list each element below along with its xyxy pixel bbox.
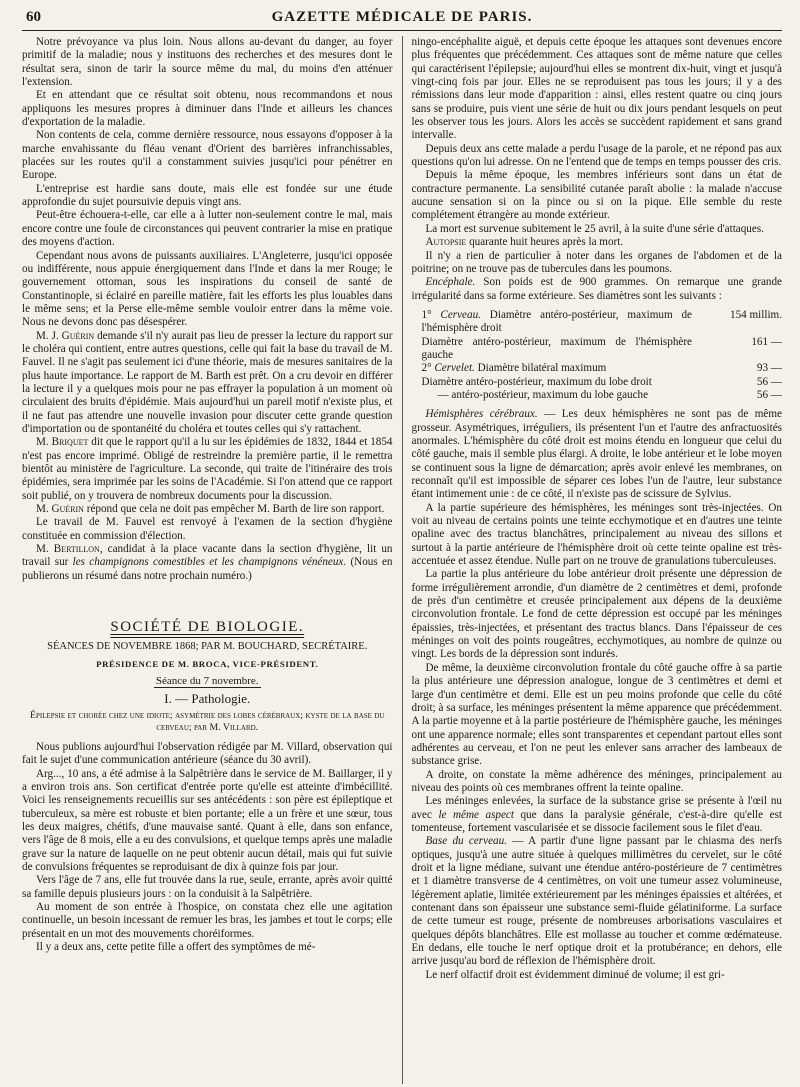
society-title: SOCIÉTÉ DE BIOLOGIE.: [110, 619, 305, 636]
paragraph: Au moment de son entrée à l'hospice, on constata chez elle une agitation continuelle, un besoin incessant de remuer les bras, les jambes et tout le corps; elle présentait en un mot des mouvements choréiformes.: [22, 900, 393, 940]
section-label: Encéphale.: [425, 276, 476, 289]
paragraph: Non contents de cela, comme dernière ressource, nous essayons d'opposer à la marche envahissante du fléau venant d'Orient des barrières infranchissables, placées sur les routes qu'il a constamment suivies jusqu'ici pour pénétrer en Europe.: [22, 129, 393, 182]
paragraph-text: , candidat à la place vacante dans la section d'hygiène, lit un travail sur: [22, 543, 393, 569]
paragraph: [22, 330, 393, 437]
paragraph: L'entreprise est hardie sans doute, mais elle est fondée sur une étude approfondie du sujet poursuivie depuis vingt ans.: [22, 182, 393, 209]
paragraph: Depuis la même époque, les membres inférieurs sont dans un état de contracture permanente. La sensibilité cutanée paraît abolie : la malade n'accuse aucune sensation si on la pince ou si on la pique. Elle semble du reste complétement étrangère au monde extérieur.: [411, 169, 782, 222]
paragraph-text: — A partir d'une ligne passant par le chiasma des nerfs optiques, jusqu'à une autre située à quelques millimètres du cervelet, sur le côté droit et la ligne médiane, suivant une étendue antéro-postérieure de 7 centimètres et 1 diamètre transverse de 4 centimètres, on voit une tumeur assez volumineuse, légèrement aplatie, limitée extérieurement par les méninges épaissies et altérées, et contenant dans son épaisseur une substance semi-fluide gélatiniforme. La surface de cette tumeur est rouge, présente de nombreuses arborisations vasculaires et quelques dépôts blanchâtres. Elle est mollasse au toucher et comme œdémateuse. En dedans, elle touche le nerf optique droit et la protubérance; en dehors, elle arrive jusqu'au bord de réflexion de l'hémisphère droit.: [411, 835, 782, 968]
paragraph: A droite, on constate la même adhérence des méninges, principalement au niveau des points où ces membranes offrent la teinte opaline.: [411, 768, 782, 794]
measurement-label: 2° Cervelet. Diamètre bilatéral maximum: [421, 362, 607, 375]
measurement-value: 56 —: [756, 388, 782, 401]
right-column: [402, 36, 783, 1084]
paragraph: Cependant nous avons de puissants auxiliaires. L'Angleterre, jusqu'ici opposée ou indifférente, nous appuie énergiquement dans l'Inde et dans la mer Rouge; le gouvernement ottoman, sous les inspirations du conseil de santé de Constantinople, si éclairé en pareille matière, fait les efforts les plus louables dans le même sens; et la Perse elle-même semble vouloir entrer dans la même voie. Nous ne devons donc pas désespérer.: [22, 249, 393, 329]
section-label: Hémisphères cérébraux.: [425, 408, 538, 421]
seance-date: [22, 675, 393, 688]
speaker-name: M. Briquet: [36, 436, 89, 449]
paragraph: [22, 436, 393, 503]
paragraph-text: . (Nous en publierons un résumé dans notre prochain numéro.): [22, 556, 393, 582]
paragraph: [412, 408, 783, 501]
paragraph-text: — Les deux hémisphères ne sont pas de même grosseur. Asymétriques, irréguliers, ils présentent l'un et l'autre des anfractuosités anormales. L'hémisphère du côté droit est moins étendu en longueur que celui du côté gauche, mais il semble plus élargi. A droite, le lobe antérieur et le lobe moyen se continuent sous la ligne de démarcation; après avoir enlevé les membranes, on reconnaît qu'il est impossible de séparer ces lobes l'un de l'autre, leur substance étant intimement unie : de ce côté, il n'existe pas de scissure de Sylvius.: [411, 408, 782, 501]
paragraph: [412, 835, 783, 968]
paragraph: Il y a deux ans, cette petite fille a offert des symptômes de mé-: [36, 940, 316, 953]
paragraph: Notre prévoyance va plus loin. Nous allons au-devant du danger, au foyer primitif de la maladie; nous y instituons des recherches et des mesures dont le résultat sera, sinon de tarir la source même du mal, du moins d'en atténuer l'extension.: [22, 36, 393, 89]
journal-title: GAZETTE MÉDICALE DE PARIS.: [271, 9, 533, 25]
paragraph-text: dit que le rapport qu'il a lu sur les épidémies de 1832, 1844 et 1854 n'est pas encore imprimé. Obligé de restreindre la première partie, il le remettra bientôt au ministère de l'agriculture. La seconde, qui traite de l'itinéraire des trois épidémies, sera imprimée par les soins de l'Académie. Si l'on attend que ce rapport soit publié, on y trouvera de nombreux documents pour la discussion.: [22, 436, 393, 502]
paragraph: La mort est survenue subitement le 25 avril, à la suite d'une série d'attaques.: [425, 222, 764, 235]
paragraph: Peut-être échouera-t-elle, car elle a à lutter non-seulement contre le mal, mais encore contre une foule de circonstances qui peuvent contrarier la mise en pratique des moyens d'action.: [22, 209, 393, 249]
measurement-row: [412, 389, 783, 402]
measurement-row: [412, 376, 783, 389]
paragraph-emphasis: le même aspect: [438, 808, 514, 821]
paragraph-text: Les méninges enlevées, la surface de la substance grise se présente à l'œil nu avec: [411, 795, 782, 821]
measurement-label: — antéro-postérieur, maximum du lobe gauche: [437, 388, 649, 401]
paragraph: ningo-encéphalite aiguë, et depuis cette époque les attaques sont devenues encore plus fréquentes que précédemment. Ces attaques sont de même nature que celles qui caractérisent l'épilepsie; aujourd'hui elles se montrent dix-huit, vingt et jusqu'à vingt-cinq fois par jour. Elles ne se reproduisent pas tous les jours; il y a des rémissions dans leur mode d'apparition : ainsi, elles restent quatre ou cinq jours sans se produire, puis vient une série de huit ou dix jours pendant lesquels on peut les observer tous les jours. Alors les accès se succèdent rapidement et sans grand intervalle.: [411, 36, 782, 142]
paragraph: La partie la plus antérieure du lobe antérieur droit présente une dépression de forme irrégulièrement arrondie, d'un diamètre de 2 centimètres et demi, profonde de près d'un centimètre et creusée principalement aux dépens de la deuxième circonvolution frontale. Le fond de cette dépression est occupé par les méninges épaissies, très-injectées, et présentant des tractus blancs. Dans l'épaisseur de ces méninges on voit des points rougeâtres, ecchymotiques, au nombre de quinze ou vingt. Les bords de la dépression sont indurés.: [411, 568, 782, 661]
patient-name: Arg...: [36, 767, 62, 780]
presidence-line: PRÉSIDENCE DE M. BROCA, VICE-PRÉSIDENT.: [96, 658, 319, 669]
paragraph-text: demande s'il n'y aurait pas lieu de presser la lecture du rapport sur le choléra qui contient, entre autres questions, celle qui fait la base du travail de M. Fauvel. Il ne s'agit pas seulement ici d'une théorie, mais de mesures sanitaires de la plus haute importance. Le rapport de M. Barth est prêt. On a cru devoir en différer la lecture il y a quelques mois pour ne pas effrayer la population à un moment où circulaient des bruits d'épidémie. Mais aujourd'hui un pareil motif n'existe plus, et il ne faut pas attendre une nouvelle invasion pour discuter cette grande question d'importation ou de spontanéité du choléra et toutes celles qui s'y rattachent.: [22, 329, 393, 435]
measurement-value: 56 —: [756, 375, 782, 388]
paragraph: De même, la deuxième circonvolution frontale du côté gauche offre à sa partie la plus antérieure une dépression analogue, longue de 3 centimètres et demi et large d'un centimètre et demi. Elle est un peu moins profonde que celle du côté droit; à sa surface, les méninges présentent la même apparence que précédemment. A la partie moyenne et à la partie postérieure de l'hémisphère gauche, les méninges ont une apparence normale; elles sont transparentes et cependant partout elles sont adhérentes au cerveau, et l'on ne peut les enlever sans arracher des lambeaux de substance grise.: [411, 661, 782, 768]
paragraph: Nous publions aujourd'hui l'observation rédigée par M. Villard, observation qui fait le sujet d'une communication antérieure (séance du 30 avril).: [22, 740, 393, 767]
measurement-row: [412, 362, 783, 375]
left-column: [22, 36, 402, 1084]
paragraph: [22, 503, 393, 516]
measurement-row: [412, 336, 783, 363]
paragraph: Et en attendant que ce résultat soit obtenu, nous recommandons et nous appliquons les mesures propres à diminuer dans l'Inde et ailleurs les chances d'exportation de la maladie.: [22, 89, 393, 129]
page-header: [22, 4, 782, 31]
measurement-label: Diamètre antéro-postérieur, maximum de l'hémisphère gauche: [421, 335, 692, 361]
paragraph: [412, 236, 783, 249]
paragraph: Le travail de M. Fauvel est renvoyé à l'examen de la section d'hygiène constituée en commission d'élection.: [22, 516, 393, 542]
paragraph: [412, 795, 783, 835]
part-title: I. — Pathologie.: [164, 691, 251, 707]
measurement-value: 93 —: [756, 362, 782, 375]
page-number: 60: [26, 9, 41, 25]
seance-date-text: Séance du 7 novembre.: [155, 675, 259, 688]
paragraph-text: quarante huit heures après la mort.: [466, 236, 624, 249]
paragraph-text: Son poids est de 900 grammes. On remarque une grande irrégularité dans sa forme extérieure. Ses diamètres sont les suivants :: [411, 276, 782, 302]
paragraph: Depuis deux ans cette malade a perdu l'usage de la parole, et ne répond pas aux questions qu'on lui adresse. On ne l'entend que de temps en temps pousser des cris.: [411, 142, 782, 169]
measurement-label: Diamètre antéro-postérieur, maximum du lobe droit: [421, 375, 652, 388]
paragraph-text: répond que cela ne doit pas empêcher M. Barth de lire son rapport.: [83, 503, 385, 516]
session-line: SÉANCES DE NOVEMBRE 1868; PAR M. BOUCHARD, SECRÉTAIRE.: [47, 641, 368, 653]
section-label: Base du cerveau.: [425, 835, 507, 848]
section-label: Autopsie: [425, 236, 467, 249]
paragraph-text: que dans la paralysie générale, c'est-à-dire qu'elle est tomenteuse, fortement vascularisée et se dissocie facilement sous le filet d'eau.: [411, 808, 782, 834]
observation-title: Épilepsie et chorée chez une idiote; asymétrie des lobes cérébraux; kyste de la base du cerveau; par M. Villard.: [30, 709, 385, 734]
measurement-value: 161 —: [751, 335, 782, 348]
measurement-label: 1° Cerveau. Diamètre antéro-postérieur, maximum de l'hémisphère droit: [421, 308, 692, 335]
measurement-value: 154 millim.: [730, 308, 782, 321]
paragraph-emphasis: les champignons comestibles et les champignons vénéneux: [72, 556, 344, 569]
paragraph: Le nerf olfactif droit est évidemment diminué de volume; il est gri-: [425, 968, 725, 981]
measurement-row: [412, 309, 783, 336]
speaker-name: M. J. Guérin: [36, 329, 95, 342]
paragraph: Vers l'âge de 7 ans, elle fut trouvée dans la rue, seule, errante, après avoir quitté sa famille depuis plusieurs jours : on la conduisit à la Salpêtrière.: [22, 874, 393, 900]
measurements-table: [412, 309, 783, 402]
paragraph: [22, 543, 393, 583]
text-columns: [22, 36, 782, 1084]
speaker-name: M. Bertillon: [36, 543, 100, 556]
paragraph: [412, 276, 783, 303]
speaker-name: M. Guérin: [36, 503, 84, 516]
paragraph: A la partie supérieure des hémisphères, les méninges sont très-injectées. On voit au niveau de certains points une teinte ecchymotique et en d'autres une teinte opaline avec des tractus blanchâtres, principalement au niveau des sillons et surtout à la partie antérieure de l'hémisphère droit où cette teinte opaline est très-accentuée et assez étendue. Nulle part on ne trouve de granulations tuberculeuses.: [411, 501, 782, 568]
paragraph: Il n'y a rien de particulier à noter dans les organes de l'abdomen et de la poitrine; on ne trouve pas de tubercules dans les poumons.: [411, 249, 782, 275]
paragraph: [22, 768, 393, 875]
paragraph-text: , 10 ans, a été admise à la Salpêtrière dans le service de M. Baillarger, il y a environ trois ans. Son certificat d'entrée porte qu'elle est atteinte d'imbécillité. Voici les renseignements recueillis sur ses antécédents : son père est épileptique et tuberculeux, sa mère est robuste et bien portante; elle a un frère et une sœur, tous les deux maigres, chétifs, d'une mauvaise santé. Quant à elle, dans son enfance, vers l'âge de 8 mois, elle a eu des convulsions, et quelque temps après une maladie grave sur la nature de laquelle on ne peut obtenir aucun détail, mais qui fut suivie de convulsions fréquentes se reproduisant de dix à quinze fois par jour.: [22, 767, 393, 873]
